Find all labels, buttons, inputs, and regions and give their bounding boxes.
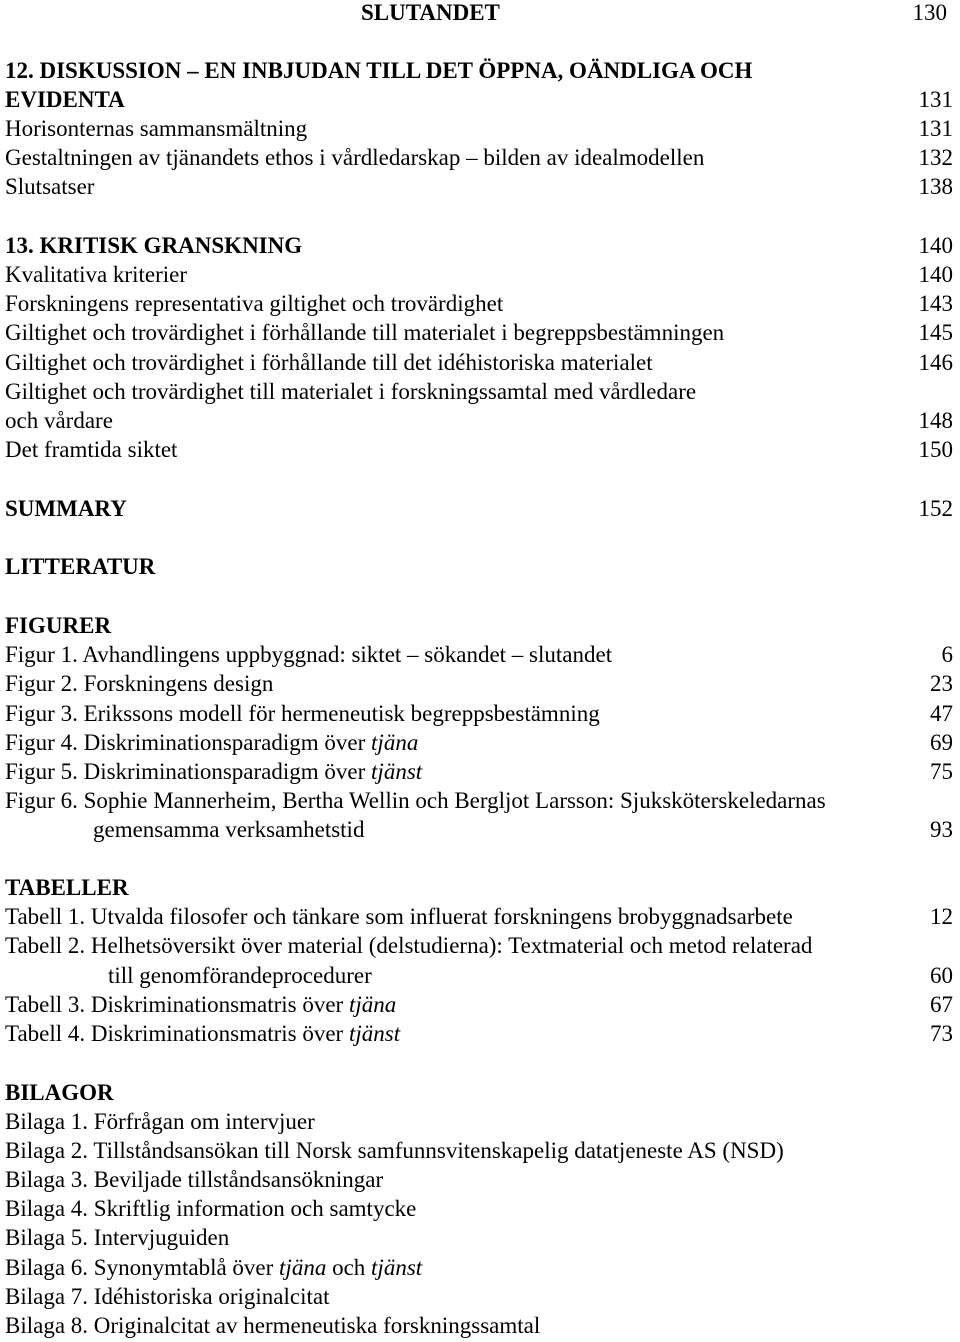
toc-entry-label: Figur 3. Erikssons modell för hermeneutisk begreppsbestämning [5, 701, 600, 726]
toc-page-number: 67 [930, 992, 953, 1017]
toc-heading-title: LITTERATUR [5, 554, 156, 579]
toc-entry-label: Giltighet och trovärdighet i förhållande till det idéhistoriska materialet [5, 350, 653, 375]
toc-page-number: 145 [918, 320, 953, 345]
toc-entry [5, 114, 953, 143]
toc-entry-label: Figur 2. Forskningens design [5, 671, 274, 696]
toc-page-number: 93 [930, 817, 953, 842]
toc-entry [5, 348, 953, 377]
toc-page-number: 131 [918, 87, 953, 112]
toc-heading-title: BILAGOR [5, 1080, 114, 1105]
toc-page-number: 146 [918, 350, 953, 375]
toc-entry-label-prefix: Figur 4. Diskriminationsparadigm över [5, 730, 372, 755]
toc-entry-label-italic: tjäna [371, 730, 419, 755]
toc-appendix-entry [5, 1165, 953, 1194]
toc-figure-entry [5, 757, 953, 786]
toc-figure-entry [5, 669, 953, 698]
toc-entry-label-prefix: Figur 5. Diskriminationsparadigm över [5, 759, 372, 784]
toc-entry-label-prefix: Bilaga 6. Synonymtablå över [5, 1255, 280, 1280]
toc-entry [5, 406, 953, 435]
toc-figure-entry [5, 699, 953, 728]
toc-page-number: 47 [930, 701, 953, 726]
toc-entry-label: Horisonternas sammansmältning [5, 116, 308, 141]
toc-page-number: 75 [930, 759, 953, 784]
toc-page-number: 12 [930, 904, 953, 929]
toc-entry-label-italic: tjänst [371, 759, 423, 784]
toc-entry-label-italic: tjänst [348, 1021, 401, 1046]
toc-table-entry [5, 902, 953, 931]
toc-page-number: 130 [912, 0, 947, 25]
toc-heading-title: SLUTANDET [361, 0, 500, 25]
toc-page-number: 140 [918, 262, 953, 287]
toc-entry-label [5, 1253, 422, 1282]
toc-entry-label: till genomförandeprocedurer [108, 963, 372, 988]
toc-entry-label [5, 757, 422, 786]
toc-entry [5, 172, 953, 201]
toc-page-number: 60 [930, 963, 953, 988]
toc-heading-title: FIGURER [5, 613, 112, 638]
toc-chapter-title: 13. KRITISK GRANSKNING [5, 233, 303, 258]
toc-figure-entry [5, 640, 953, 669]
toc-chapter-title: 12. DISKUSSION – EN INBJUDAN TILL DET ÖPPNA, OÄNDLIGA OCH [5, 58, 753, 83]
toc-page-number: 73 [930, 1021, 953, 1046]
toc-page-number: 148 [918, 408, 953, 433]
toc-heading-bilagor [5, 1078, 953, 1107]
toc-entry-label: gemensamma verksamhetstid [93, 817, 365, 842]
toc-entry-label: Figur 1. Avhandlingens uppbyggnad: siktet – sökandet – slutandet [5, 642, 613, 667]
toc-entry-label-prefix: Tabell 3. Diskriminationsmatris över [5, 992, 349, 1017]
toc-appendix-entry [5, 1282, 953, 1311]
toc-entry-label: Tabell 2. Helhetsöversikt över material (delstudierna): Textmaterial och metod relaterad [5, 933, 813, 958]
toc-heading-slutandet [5, 0, 953, 27]
toc-appendix-entry [5, 1194, 953, 1223]
toc-entry-label: Bilaga 2. Tillståndsansökan till Norsk samfunnsvitenskapelig datatjeneste AS (NSD) [5, 1138, 784, 1163]
toc-heading-summary [5, 494, 953, 523]
toc-page-number: 131 [918, 116, 953, 141]
toc-entry-label: Figur 6. Sophie Mannerheim, Bertha Wellin och Bergljot Larsson: Sjuksköterskeledarnas [5, 788, 826, 813]
toc-entry [5, 377, 953, 406]
toc-entry-label-italic: tjänst [371, 1255, 423, 1280]
toc-appendix-entry [5, 1311, 953, 1340]
toc-table-entry [5, 1019, 953, 1048]
toc-entry-label: Det framtida siktet [5, 437, 178, 462]
toc-chapter-13-title [5, 231, 953, 260]
toc-entry [5, 289, 953, 318]
toc-figure-entry [5, 728, 953, 757]
toc-entry-label: Tabell 1. Utvalda filosofer och tänkare som influerat forskningens brobyggnadsarbete [5, 904, 793, 929]
toc-entry-label: Slutsatser [5, 174, 95, 199]
toc-entry-label: Gestaltningen av tjänandets ethos i vårdledarskap – bilden av idealmodellen [5, 145, 705, 170]
toc-page-number: 140 [918, 233, 953, 258]
toc-figure-entry [5, 786, 953, 815]
toc-appendix-entry [5, 1253, 953, 1282]
toc-entry [5, 143, 953, 172]
toc-entry-label: Forskningens representativa giltighet och trovärdighet [5, 291, 504, 316]
toc-page-number: 69 [930, 730, 953, 755]
toc-page-number: 6 [941, 642, 953, 667]
toc-entry-label-italic: tjäna [279, 1255, 327, 1280]
toc-appendix-entry [5, 1136, 953, 1165]
toc-entry-label: Kvalitativa kriterier [5, 262, 188, 287]
toc-page-number: 152 [918, 496, 953, 521]
toc-entry-label: Giltighet och trovärdighet till materialet i forskningssamtal med vårdledare [5, 379, 697, 404]
toc-figure-entry-continuation [5, 815, 953, 844]
toc-chapter-12-title-line1 [5, 56, 953, 85]
toc-entry-label: Bilaga 4. Skriftlig information och samtycke [5, 1196, 417, 1221]
toc-entry-label [5, 990, 396, 1019]
toc-entry-label: Giltighet och trovärdighet i förhållande till materialet i begreppsbestämningen [5, 320, 725, 345]
toc-page-number: 143 [918, 291, 953, 316]
toc-entry-label [5, 728, 418, 757]
toc-heading-figurer [5, 611, 953, 640]
toc-page-number: 150 [918, 437, 953, 462]
toc-entry-label: Bilaga 3. Beviljade tillståndsansökningar [5, 1167, 384, 1192]
toc-entry-label-prefix: Tabell 4. Diskriminationsmatris över [5, 1021, 349, 1046]
toc-page-number: 132 [918, 145, 953, 170]
toc-entry-label-italic: tjäna [348, 992, 397, 1017]
toc-table-entry [5, 931, 953, 960]
toc-page-number: 138 [918, 174, 953, 199]
toc-entry-label-mid: och [326, 1255, 372, 1280]
toc-entry [5, 318, 953, 347]
toc-chapter-title: EVIDENTA [5, 87, 125, 112]
toc-heading-title: SUMMARY [5, 496, 127, 521]
toc-heading-litteratur [5, 552, 953, 581]
toc-entry-label: och vårdare [5, 408, 113, 433]
toc-heading-tabeller [5, 873, 953, 902]
toc-heading-title: TABELLER [5, 875, 129, 900]
toc-entry-label: Bilaga 7. Idéhistoriska originalcitat [5, 1284, 330, 1309]
toc-entry-label: Bilaga 1. Förfrågan om intervjuer [5, 1109, 315, 1134]
toc-table-entry [5, 990, 953, 1019]
toc-entry-label: Bilaga 5. Intervjuguiden [5, 1225, 230, 1250]
toc-entry [5, 435, 953, 464]
toc-appendix-entry [5, 1107, 953, 1136]
toc-entry-label [5, 1019, 400, 1048]
toc-entry-label: Bilaga 8. Originalcitat av hermeneutiska forskningssamtal [5, 1313, 541, 1338]
toc-page-number: 23 [930, 671, 953, 696]
toc-entry [5, 260, 953, 289]
toc-chapter-12-title-line2 [5, 85, 953, 114]
toc-table-entry-continuation [5, 961, 953, 990]
toc-appendix-entry [5, 1223, 953, 1252]
